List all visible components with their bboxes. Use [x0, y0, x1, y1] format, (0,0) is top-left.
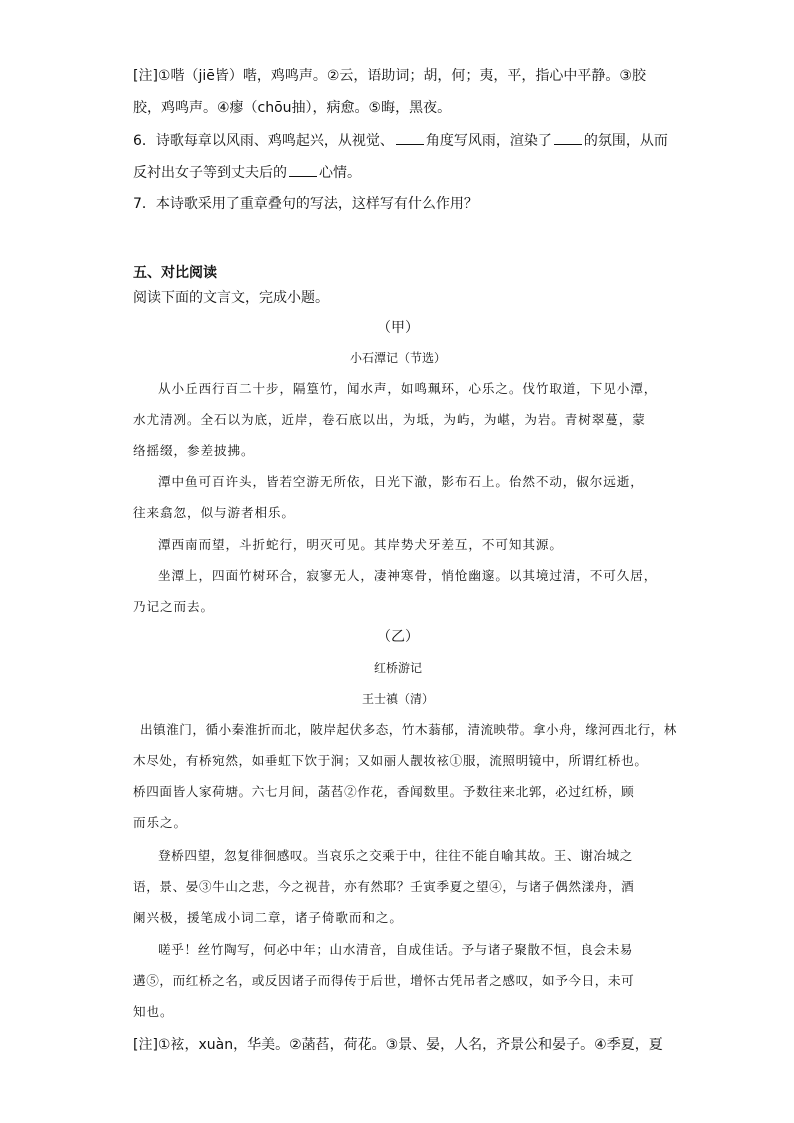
passage-line: 水尤清冽。全石以为底，近岸，卷石底以出，为坻，为屿，为嵁，为岩。青树翠蔓，蒙	[133, 412, 646, 427]
question-6-line-2	[133, 162, 361, 183]
passage-line: 木尽处，有桥宛然，如垂虹下饮于涧；又如丽人靓妆袨①服，流照明镜中，所谓红桥也。	[133, 753, 648, 768]
question-7: 7．本诗歌采用了重章叠句的写法，这样写有什么作用？	[133, 196, 478, 212]
passage-line: 阑兴极，援笔成小词二章，诸子倚歌而和之。	[133, 910, 403, 925]
passage-title-jia: 小石潭记（节选）	[349, 351, 446, 365]
passage-line: 潭中鱼可百许头，皆若空游无所依，日光下澈，影布石上。佁然不动，俶尔远逝，	[158, 474, 644, 489]
passage-line: 语，景、晏③牛山之悲，今之视昔，亦有然耶？壬寅季夏之望④，与诸子偶然漾舟，酒	[133, 879, 635, 894]
question-6-line-1	[133, 130, 668, 151]
passage-line: 潭西南而望，斗折蛇行，明灭可见。其岸势犬牙差互，不可知其源。	[158, 537, 563, 552]
section-instruction: 阅读下面的文言文，完成小题。	[133, 290, 329, 306]
question-text: 角度写风雨，渲染了	[425, 133, 552, 149]
note-line: 胶，鸡鸣声。④瘳（chōu抽），病愈。⑤晦，黑夜。	[133, 100, 452, 116]
question-text: 反衬出女子等到丈夫后的	[133, 165, 287, 181]
answer-blank[interactable]	[554, 130, 582, 145]
passage-line: 出镇淮门，循小秦淮折而北，陂岸起伏多态，竹木蓊郁，清流映带。拿小舟，缘河西北行，林	[140, 722, 677, 737]
passage-line: 嗟乎！丝竹陶写，何必中年；山水清音，自成佳话。予与诸子聚散不恒，良会未易	[158, 942, 633, 957]
passage-title-yi: 红桥游记	[373, 661, 422, 675]
passage-line: 登桥四望，忽复徘徊感叹。当哀乐之交乘于中，往往不能自喻其故。王、谢冶城之	[158, 848, 633, 863]
passage-line: 往来翕忽，似与游者相乐。	[133, 505, 295, 520]
question-text: 6．诗歌每章以风雨、鸡鸣起兴，从视觉、	[133, 133, 394, 149]
section-heading: 五、对比阅读	[133, 265, 217, 281]
passage-line: 从小丘西行百二十步，隔篁竹，闻水声，如鸣珮环，心乐之。伐竹取道，下见小潭，	[158, 381, 658, 396]
passage-label-yi: （乙）	[377, 629, 419, 645]
passage-line: 而乐之。	[133, 815, 187, 830]
passage-line: 桥四面皆人家荷塘。六七月间，菡萏②作花，香闻数里。予数往来北郭，必过红桥，顾	[133, 784, 635, 799]
question-text: 的氛围，从而	[583, 133, 668, 149]
passage-label-jia: （甲）	[377, 320, 419, 336]
passage-line: 遘⑤，而红桥之名，或反因诸子而得传于后世，增怀古凭吊者之感叹，如予今日，未可	[133, 973, 635, 988]
passage-line: 乃记之而去。	[133, 599, 214, 614]
answer-blank[interactable]	[396, 130, 424, 145]
passage-line: 知也。	[133, 1004, 174, 1019]
passage-author-yi: 王士禛（清）	[361, 692, 434, 706]
question-text: 心情。	[319, 165, 361, 181]
passage-line: 络摇缀，参差披拂。	[133, 443, 255, 458]
note-line: [注]①袨，xuàn，华美。②菡萏，荷花。③景、晏，人名，齐景公和晏子。④季夏，夏	[133, 1037, 663, 1053]
passage-line: 坐潭上，四面竹树环合，寂寥无人，凄神寒骨，悄怆幽邃。以其境过清，不可久居，	[158, 568, 658, 583]
answer-blank[interactable]	[289, 162, 317, 177]
note-line: [注]①喈（jiē皆）喈，鸡鸣声。②云，语助词；胡，何；夷，平，指心中平静。③胶	[133, 68, 646, 84]
